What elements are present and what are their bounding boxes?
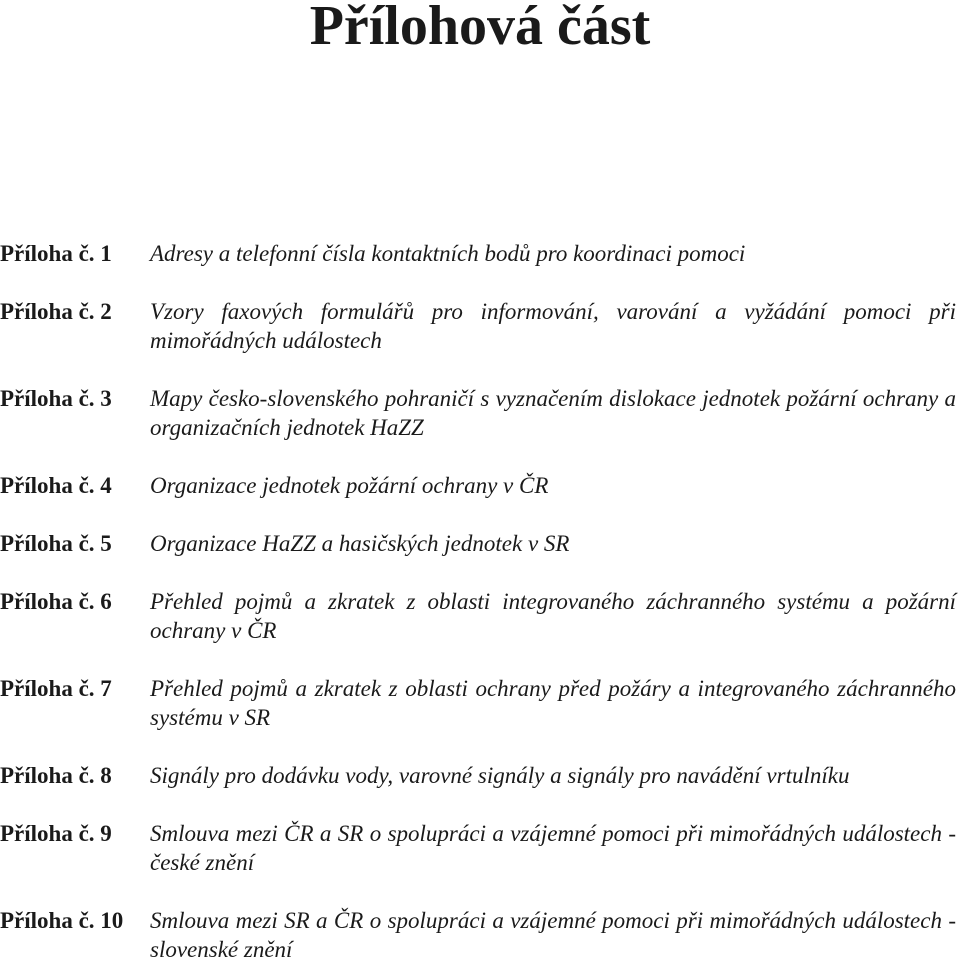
attachment-entry-9	[0, 819, 960, 906]
attachment-entry-2	[0, 297, 960, 384]
attachment-description: Smlouva mezi ČR a SR o spolupráci a vzájemné pomoci při mimořádných událostech - české znění	[150, 821, 956, 875]
attachment-description: Přehled pojmů a zkratek z oblasti ochrany před požáry a integrovaného záchranného systému v SR	[150, 676, 956, 730]
attachment-entry-6	[0, 587, 960, 674]
attachment-entry-4	[0, 471, 960, 529]
attachment-entry-7	[0, 674, 960, 761]
attachment-label: Příloha č. 7	[0, 676, 112, 701]
page-title: Přílohová část	[309, 0, 651, 57]
attachment-label: Příloha č. 10	[0, 908, 124, 933]
attachment-label: Příloha č. 6	[0, 589, 112, 614]
attachment-entry-5	[0, 529, 960, 587]
attachment-label: Příloha č. 5	[0, 531, 112, 556]
attachment-entry-10	[0, 906, 960, 964]
attachment-entry-1	[0, 239, 960, 297]
attachment-description: Organizace HaZZ a hasičských jednotek v SR	[150, 531, 570, 556]
attachment-label: Příloha č. 2	[0, 299, 112, 324]
attachment-description: Organizace jednotek požární ochrany v ČR	[150, 473, 549, 498]
attachment-label: Příloha č. 4	[0, 473, 112, 498]
attachment-description: Mapy česko-slovenského pohraničí s vyznačením dislokace jednotek požární ochrany a organizačních jednotek HaZZ	[150, 386, 956, 440]
attachment-description: Signály pro dodávku vody, varovné signály a signály pro navádění vrtulníku	[150, 763, 850, 788]
attachment-entry-8	[0, 761, 960, 819]
attachment-label: Příloha č. 3	[0, 386, 112, 411]
attachment-entry-3	[0, 384, 960, 471]
attachment-label: Příloha č. 1	[0, 241, 112, 266]
attachment-description: Přehled pojmů a zkratek z oblasti integrovaného záchranného systému a požární ochrany v ČR	[150, 589, 956, 643]
attachment-label: Příloha č. 9	[0, 821, 112, 846]
attachment-list	[0, 239, 960, 964]
attachment-description: Smlouva mezi SR a ČR o spolupráci a vzájemné pomoci při mimořádných událostech - slovenské znění	[150, 908, 956, 962]
attachment-description: Vzory faxových formulářů pro informování, varování a vyžádání pomoci při mimořádných událostech	[150, 299, 956, 353]
attachment-description: Adresy a telefonní čísla kontaktních bodů pro koordinaci pomoci	[150, 241, 746, 266]
attachment-label: Příloha č. 8	[0, 763, 112, 788]
